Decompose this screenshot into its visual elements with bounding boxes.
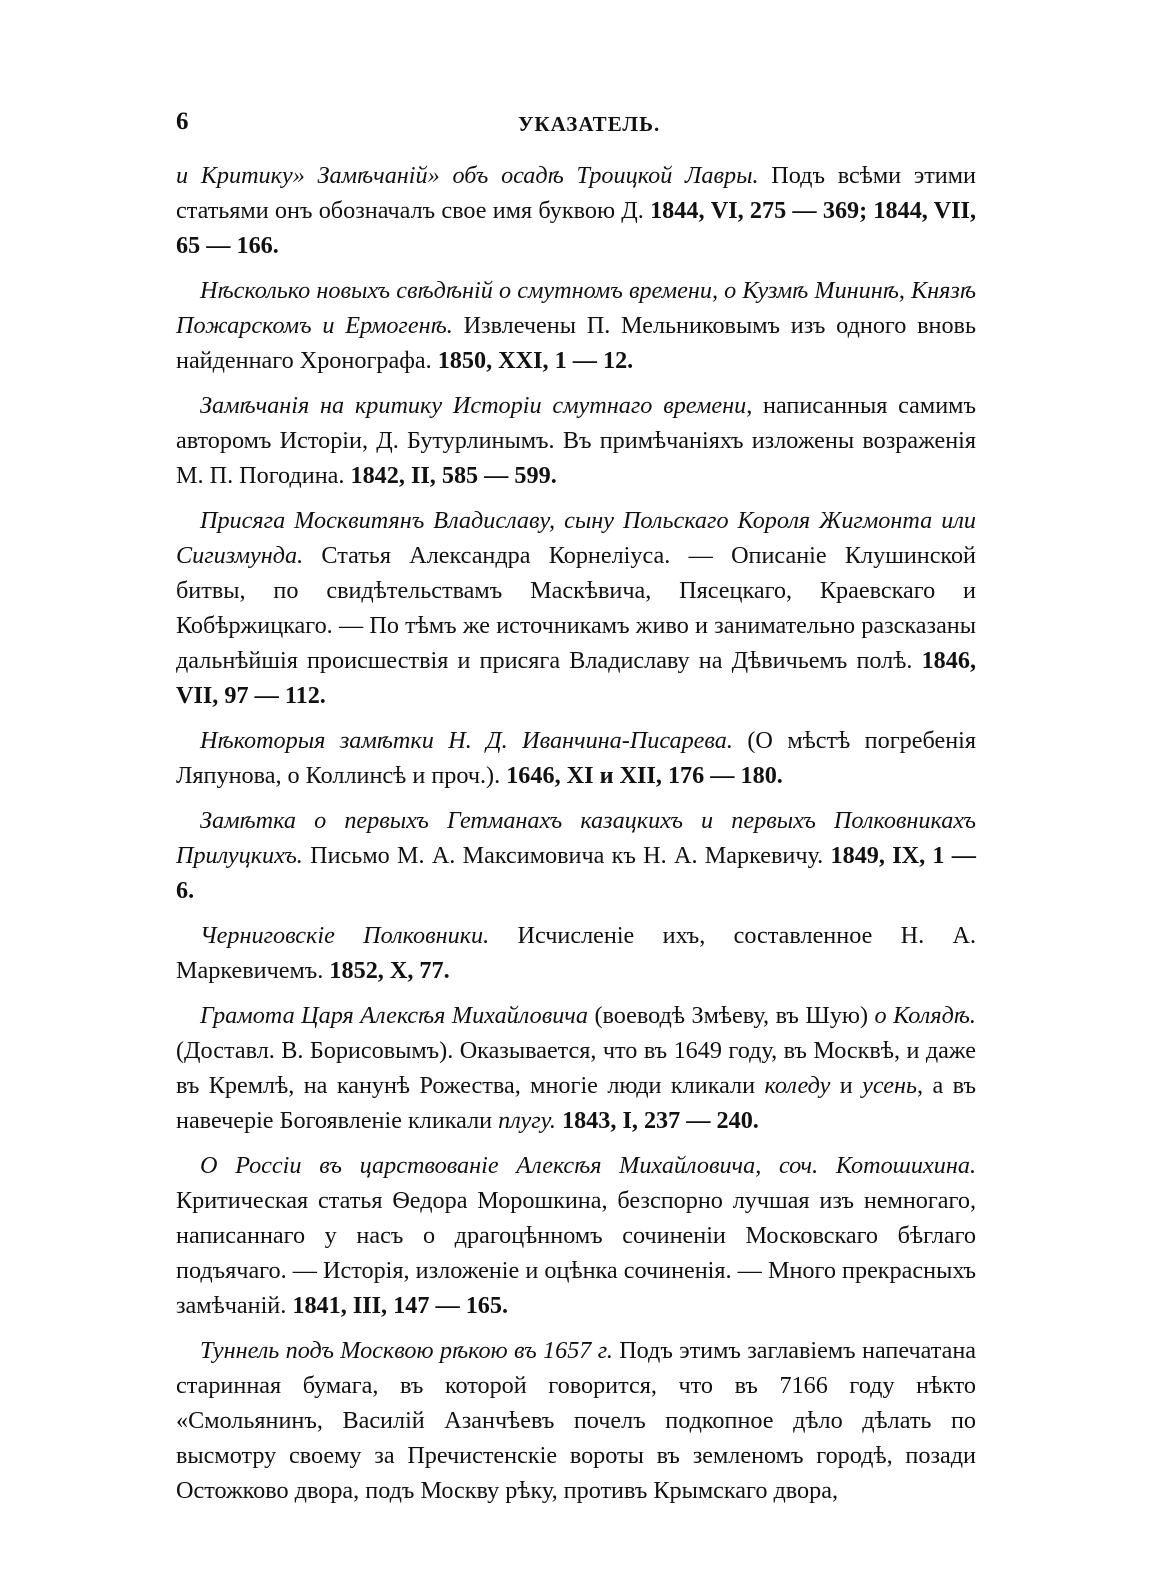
entry-text: Извлечены П. Мельниковымъ изъ одного вновь найденнаго Хронографа.	[176, 312, 976, 374]
entry-cited-word: усень	[862, 1072, 918, 1099]
entry-title-secondary: о Колядѣ.	[874, 1002, 976, 1029]
entry-text: Подъ всѣми этими статьями онъ обозначалъ свое имя буквою Д.	[176, 162, 976, 224]
index-entry	[176, 1148, 976, 1323]
entry-reference: 1843, I, 237 — 240.	[555, 1107, 759, 1134]
entry-reference: 1849, IX, 1 — 6.	[176, 842, 976, 904]
entry-reference: 1841, III, 147 — 165.	[286, 1292, 509, 1319]
running-title: УКАЗАТЕЛЬ.	[518, 112, 661, 136]
entry-text: Исчисленіе ихъ, составленное Н. А. Маркевичемъ.	[176, 922, 977, 984]
entry-title: Туннель подъ Москвою рѣкою въ 1657 г.	[200, 1337, 613, 1364]
entry-title: и Критику» Замѣчаній» объ осадѣ Троицкой Лавры.	[176, 162, 759, 189]
entry-text: и	[830, 1072, 863, 1099]
entry-text: (воеводѣ Змѣеву, въ Шую)	[587, 1002, 875, 1029]
page-number: 6	[176, 108, 189, 135]
entry-reference: 1646, XI и XII, 176 — 180.	[500, 762, 783, 789]
index-entry	[176, 503, 976, 713]
index-entry	[176, 158, 976, 263]
entry-title: Присяга Москвитянъ Владиславу, сыну Польскаго Короля Жигмонта или Сигизмунда.	[176, 507, 976, 569]
entry-title: Грамота Царя Алексѣя Михайловича	[200, 1002, 588, 1029]
index-entry	[176, 803, 976, 908]
index-entry	[176, 918, 976, 988]
index-entries	[176, 158, 976, 1518]
index-entry	[176, 273, 976, 378]
entry-reference: 1844, VI, 275 — 369; 1844, VII, 65 — 166.	[176, 197, 976, 259]
page-header	[176, 108, 976, 142]
entry-text: Статья Александра Корнеліуса. — Описаніе Клушинской битвы, по свидѣтельствамъ Маскѣвича, Пясецкаго, Краевскаго и Кобѣржицкаго. — По тѣмъ же источникамъ живо и занимательно разсказаны дальнѣйшія происшествія и присяга Владиславу на Дѣвичьемъ полѣ.	[176, 542, 976, 674]
entry-text: (О мѣстѣ погребенія Ляпунова, о Коллинсѣ и проч.).	[176, 727, 976, 789]
entry-reference: 1852, X, 77.	[323, 957, 450, 984]
index-entry	[176, 723, 976, 793]
entry-text: (Доставл. В. Борисовымъ). Оказывается, что въ 1649 году, въ Москвѣ, и даже въ Кремлѣ, на канунѣ Рожества, многіе люди кликали	[176, 1037, 976, 1099]
index-entry	[176, 1333, 976, 1508]
entry-text: Критическая статья Ѳедора Морошкина, безспорно лучшая изъ немногаго, написаннаго у насъ о драгоцѣнномъ сочиненіи Московскаго бѣглаго подъячаго. — Исторія, изложеніе и оцѣнка сочиненія. — Много прекрасныхъ замѣчаній.	[176, 1187, 976, 1319]
entry-reference: 1842, II, 585 — 599.	[344, 462, 557, 489]
entry-text: , а въ навечеріе Богоявленіе кликали	[176, 1072, 977, 1134]
entry-title: Нѣсколько новыхъ свѣдѣній о смутномъ времени, о Кузмѣ Мининѣ, Князѣ Пожарскомъ и Ермогенѣ.	[176, 277, 976, 339]
entry-cited-word: коледу	[764, 1072, 831, 1099]
entry-cited-word: плугу.	[498, 1107, 556, 1134]
entry-text: , написанныя самимъ авторомъ Исторіи, Д. Бутурлинымъ. Въ примѣчаніяхъ изложены возраженія М. П. Погодина.	[176, 392, 976, 489]
index-entry	[176, 998, 976, 1138]
index-entry	[176, 388, 976, 493]
entry-title: О Россіи въ царствованіе Алексѣя Михайловича, соч. Котошихина.	[200, 1152, 976, 1179]
entry-reference: 1846, VII, 97 — 112.	[176, 647, 976, 709]
entry-title: Замѣтка о первыхъ Гетманахъ казацкихъ и первыхъ Полковникахъ Прилуцкихъ.	[176, 807, 976, 869]
entry-title: Черниговскіе Полковники.	[200, 922, 490, 949]
entry-text: Подъ этимъ заглавіемъ напечатана старинная бумага, въ которой говорится, что въ 7166 году нѣкто «Смольянинъ, Василій Азанчѣевъ почелъ подкопное дѣло дѣлать по высмотру своему за Пречистенскіе вороты въ земленомъ городѣ, позади Остожково двора, подъ Москву рѣку, противъ Крымскаго двора,	[176, 1337, 977, 1504]
entry-text: Письмо М. А. Максимовича къ Н. А. Маркевичу.	[302, 842, 824, 869]
entry-title: Нѣкоторыя замѣтки Н. Д. Иванчина-Писарева.	[200, 727, 733, 754]
entry-reference: 1850, XXI, 1 — 12.	[431, 347, 634, 374]
entry-title: Замѣчанія на критику Исторіи смутнаго времени	[200, 392, 747, 419]
